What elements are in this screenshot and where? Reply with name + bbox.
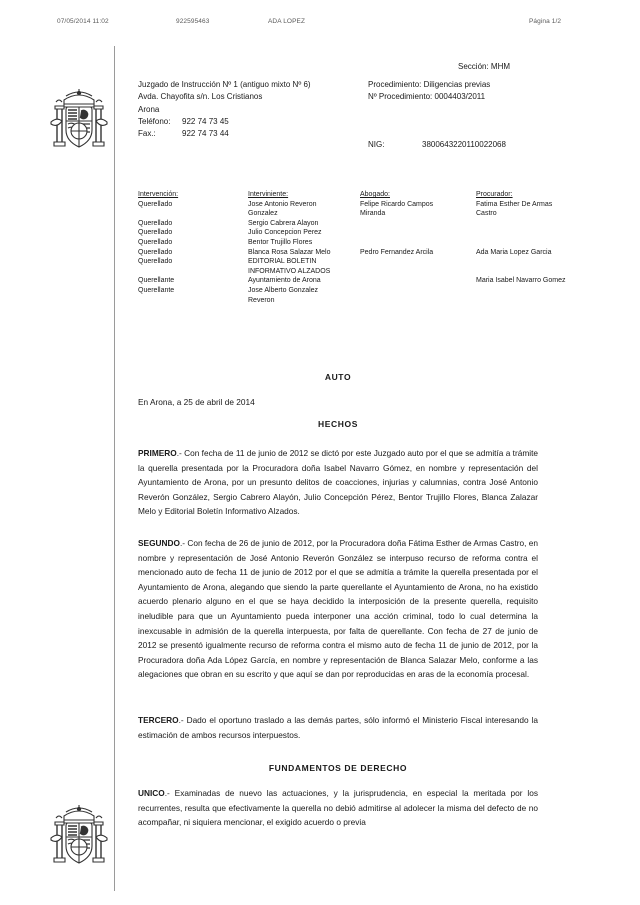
table-row: [138, 228, 608, 238]
paragraph-tercero: [138, 713, 538, 742]
parties-table: [138, 190, 608, 312]
cell-interviniente: EDITORIAL BOLETIN INFORMATIVO ALZADOS: [248, 258, 331, 275]
table-row: [138, 238, 608, 248]
cell-procurador: Ada Maria Lopez Garcia: [476, 248, 552, 256]
court-phone-label: Teléfono:: [138, 116, 171, 126]
table-row: [138, 257, 608, 276]
fax-header-page: Página 1/2: [529, 18, 562, 25]
nig-row: [368, 140, 506, 149]
court-fax-row: [138, 128, 311, 140]
cell-intervencion: Querellado: [138, 258, 173, 266]
place-and-date: En Arona, a 25 de abril de 2014: [138, 397, 255, 407]
spanish-coat-of-arms-icon-footer: [48, 800, 110, 876]
seccion-label: Sección: MHM: [458, 62, 511, 71]
parties-table-body: [138, 200, 608, 312]
procedure-block: [368, 79, 490, 104]
fax-header-number: 922595463: [176, 18, 210, 25]
nig-label: NIG:: [368, 140, 385, 149]
paragraph-segundo: [138, 536, 538, 682]
paragraph-segundo-label: SEGUNDO: [138, 538, 180, 548]
procedure-number: Nº Procedimiento: 0004403/2011: [368, 92, 486, 102]
cell-intervencion: Querellante: [138, 286, 175, 294]
cell-intervencion: Querellado: [138, 219, 173, 227]
court-fax-label: Fax.:: [138, 129, 156, 139]
court-phone-value: 922 74 73 45: [182, 116, 229, 126]
nig-value: 3800643220110022068: [422, 140, 506, 149]
court-phone-row: [138, 116, 311, 128]
court-city: Arona: [138, 104, 160, 114]
parties-table-header: [138, 190, 608, 200]
cell-intervencion: Querellado: [138, 200, 173, 208]
column-header-interviniente: Interviniente:: [248, 191, 289, 198]
table-row: [138, 286, 608, 305]
cell-interviniente: Sergio Cabrera Alayon: [248, 219, 319, 227]
paragraph-primero-text: .- Con fecha de 11 de junio de 2012 se dictó por este Juzgado auto por el que se admitía a trámite la querella presentada por la Procuradora doña Isabel Navarro Gómez, en nombre y representación del Ayuntamiento de Arona, por un presunto delitos de coacciones, injurias y calumnias, contra José Antonio Reverón González, Sergio Cabrero Alayón, Julio Concepción Pérez, Bentor Trujillo Flores, Blanca Zalazar Melo y Editorial Boletín Informativo Alzados.: [138, 448, 538, 517]
table-row: [138, 276, 608, 286]
cell-intervencion: Querellado: [138, 229, 173, 237]
cell-procurador: Maria Isabel Navarro Gomez: [476, 277, 566, 285]
paragraph-tercero-label: TERCERO: [138, 715, 179, 725]
paragraph-unico-text: .- Examinadas de nuevo las actuaciones, y la jurisprudencia, en especial la meritada por los recurrentes, resulta que efectivamente la querella no debió admitirse al adolecer la misma del defecto de no acompañar, ni siquiera mencionar, el exigido acuerdo o previa: [138, 788, 538, 828]
cell-abogado: Pedro Fernandez Arcila: [360, 248, 434, 256]
column-header-abogado: Abogado:: [360, 191, 390, 198]
paragraph-tercero-text: .- Dado el oportuno traslado a las demás partes, sólo informó el Ministerio Fiscal interesando la estimación de ambos recursos interpuestos.: [138, 715, 538, 740]
hechos-heading: HECHOS: [318, 419, 358, 429]
fundamentos-heading: FUNDAMENTOS DE DERECHO: [268, 763, 408, 773]
spanish-coat-of-arms-icon: [48, 84, 110, 160]
cell-intervencion: Querellante: [138, 277, 175, 285]
procedure-type: Procedimiento: Diligencias previas: [368, 80, 491, 89]
fax-header-sender: ADA LOPEZ: [268, 18, 306, 25]
table-row: [138, 200, 608, 219]
cell-interviniente: Bentor Trujillo Flores: [248, 238, 313, 246]
court-fax-value: 922 74 73 44: [182, 129, 229, 139]
cell-interviniente: Jose Alberto Gonzalez Reveron: [248, 286, 319, 304]
court-address-block: [138, 79, 311, 140]
cell-interviniente: Julio Concepcion Perez: [248, 229, 322, 237]
page-left-rule: [114, 46, 115, 891]
paragraph-segundo-text: .- Con fecha de 26 de junio de 2012, por la Procuradora doña Fátima Esther de Armas Castro, en nombre y representación de José Antonio Reverón González se interpuso recurso de reforma contra el mencionado auto de fecha 11 de junio de 2012 por el que se admitía a trámite la querella presentada por el Ayuntamiento de Arona, alegando que siendo la parte querellante el Ayuntamiento de Arona, no ha existido acuerdo plenario alguno en el que se haya decidido la interposición de la presente querella, requisito ineludible para que un Ayuntamiento pueda interponer una acción criminal, todo lo cual determina la inexcusable in admisión de la querella interpuesta, por falta de querellante. Con fecha de 27 de junio de 2012 se presentó igualmente recurso de reforma contra el mismo auto de fecha 11 de junio de 2012, por la Procuradora doña Ada López García, en nombre y representación de Blanca Salazar Melo, conforme a las alegaciones que obran en su escrito y que aquí se dan por reproducidas en aras de la economía procesal.: [138, 538, 538, 680]
paragraph-primero-label: PRIMERO: [138, 448, 177, 458]
court-street: Avda. Chayofita s/n. Los Cristianos: [138, 92, 263, 102]
fax-header: [0, 18, 640, 32]
fax-header-date: 07/05/2014 11:02: [57, 18, 109, 25]
paragraph-unico-label: UNICO: [138, 788, 165, 798]
auto-title: AUTO: [324, 372, 352, 382]
paragraph-unico: [138, 786, 538, 830]
table-row: [138, 219, 608, 229]
cell-interviniente: Ayuntamiento de Arona: [248, 277, 321, 285]
cell-abogado: Felipe Ricardo Campos Miranda: [360, 200, 434, 218]
paragraph-primero: [138, 446, 538, 519]
cell-intervencion: Querellado: [138, 238, 173, 246]
column-header-procurador: Procurador:: [476, 191, 513, 198]
cell-interviniente: Jose Antonio Reveron Gonzalez: [248, 200, 317, 218]
court-name: Juzgado de Instrucción Nº 1 (antiguo mixto Nº 6): [138, 80, 311, 89]
cell-interviniente: Blanca Rosa Salazar Melo: [248, 248, 331, 256]
column-header-intervencion: Intervención:: [138, 191, 179, 198]
cell-procurador: Fatima Esther De Armas Castro: [476, 200, 553, 218]
cell-intervencion: Querellado: [138, 248, 173, 256]
table-row: [138, 248, 608, 258]
